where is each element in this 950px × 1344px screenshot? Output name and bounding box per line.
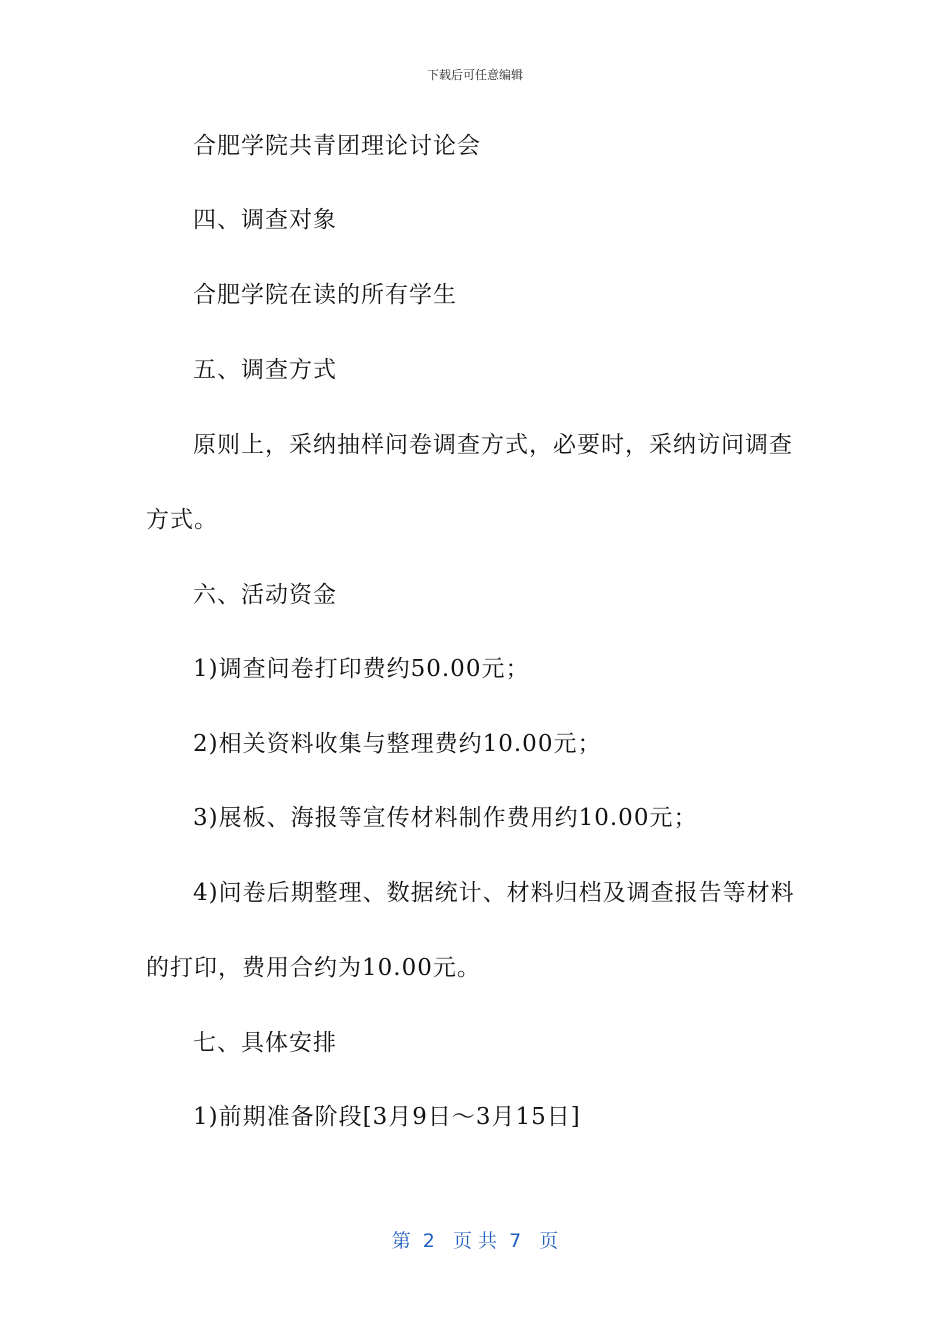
page-header-note: 下载后可任意编辑 xyxy=(426,68,523,82)
list-item: 1)前期准备阶段[3月9日～3月15日] xyxy=(193,1104,581,1130)
paragraph-line: 合肥学院共青团理论讨论会 xyxy=(193,133,481,159)
list-item: 3)展板、海报等宣传材料制作费用约10.00元； xyxy=(193,805,698,831)
section-heading: 四、调查对象 xyxy=(193,207,337,233)
paragraph-line: 原则上，采纳抽样问卷调查方式，必要时，采纳访问调查 xyxy=(193,432,793,458)
paragraph-line: 合肥学院在读的所有学生 xyxy=(193,282,457,308)
list-item: 2)相关资料收集与整理费约10.00元； xyxy=(193,731,602,757)
page-number-footer: 第 2 页 共 7 页 xyxy=(391,1230,559,1252)
section-heading: 五、调查方式 xyxy=(193,357,337,383)
section-heading: 六、活动资金 xyxy=(193,582,337,608)
list-item: 4)问卷后期整理、数据统计、材料归档及调查报告等材料 xyxy=(193,880,795,906)
paragraph-line-continued: 方式。 xyxy=(146,507,218,533)
section-heading: 七、具体安排 xyxy=(193,1030,337,1056)
list-item: 1)调查问卷打印费约50.00元； xyxy=(193,656,530,682)
list-item-continued: 的打印，费用合约为10.00元。 xyxy=(146,955,481,981)
